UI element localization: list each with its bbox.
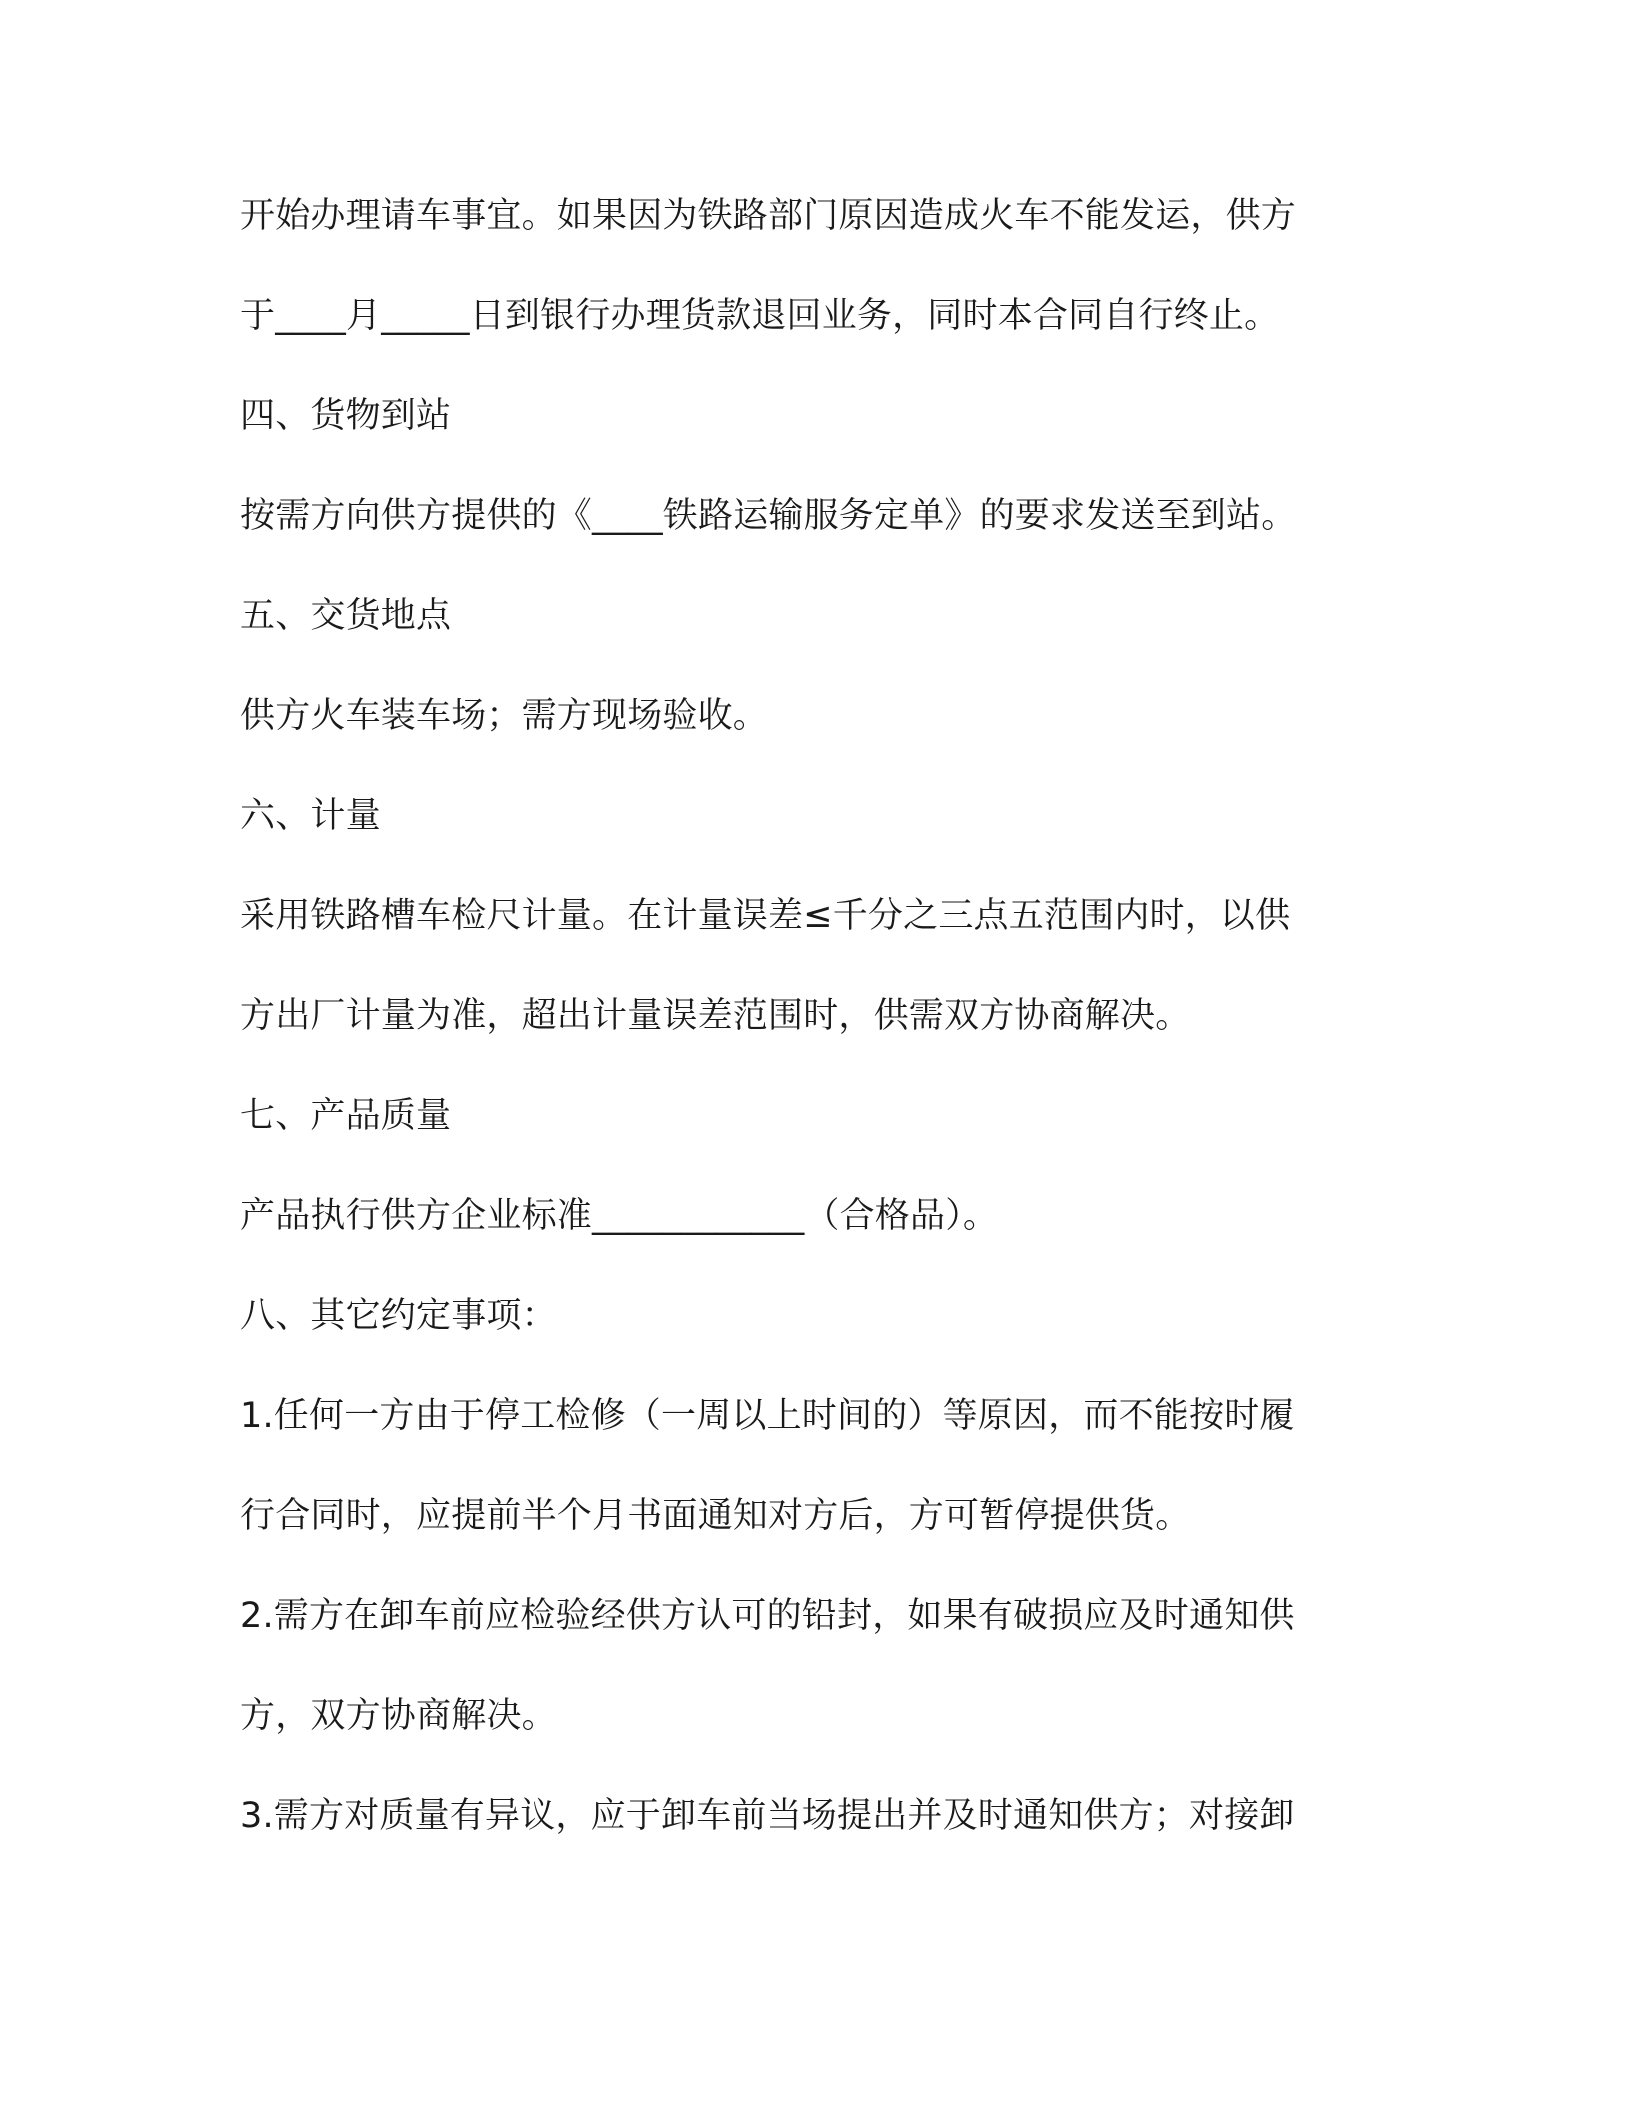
section-heading: 四、货物到站 bbox=[240, 396, 452, 436]
section-heading: 八、其它约定事项： bbox=[240, 1296, 557, 1336]
list-item-line: 2.需方在卸车前应检验经供方认可的铅封，如果有破损应及时通知供 bbox=[240, 1596, 1295, 1636]
section-heading: 六、计量 bbox=[240, 796, 381, 836]
paragraph-line: 开始办理请车事宜。如果因为铁路部门原因造成火车不能发运，供方 bbox=[240, 196, 1297, 236]
list-item-line: 1.任何一方由于停工检修（一周以上时间的）等原因，而不能按时履 bbox=[240, 1396, 1295, 1436]
paragraph-line: 按需方向供方提供的《____铁路运输服务定单》的要求发送至到站。 bbox=[240, 496, 1297, 536]
paragraph-line: 方出厂计量为准，超出计量误差范围时，供需双方协商解决。 bbox=[240, 996, 1191, 1036]
paragraph-line: 供方火车装车场；需方现场验收。 bbox=[240, 696, 769, 736]
list-item-line: 方，双方协商解决。 bbox=[240, 1696, 557, 1736]
paragraph-line: 采用铁路槽车检尺计量。在计量误差≤千分之三点五范围内时，以供 bbox=[240, 896, 1291, 936]
paragraph-line: 产品执行供方企业标准____________（合格品）。 bbox=[240, 1196, 999, 1236]
list-item-line: 行合同时，应提前半个月书面通知对方后，方可暂停提供货。 bbox=[240, 1496, 1191, 1536]
section-heading: 七、产品质量 bbox=[240, 1096, 452, 1136]
section-heading: 五、交货地点 bbox=[240, 596, 452, 636]
paragraph-line: 于____月_____日到银行办理货款退回业务，同时本合同自行终止。 bbox=[240, 296, 1280, 336]
list-item-line: 3.需方对质量有异议，应于卸车前当场提出并及时通知供方；对接卸 bbox=[240, 1796, 1295, 1836]
